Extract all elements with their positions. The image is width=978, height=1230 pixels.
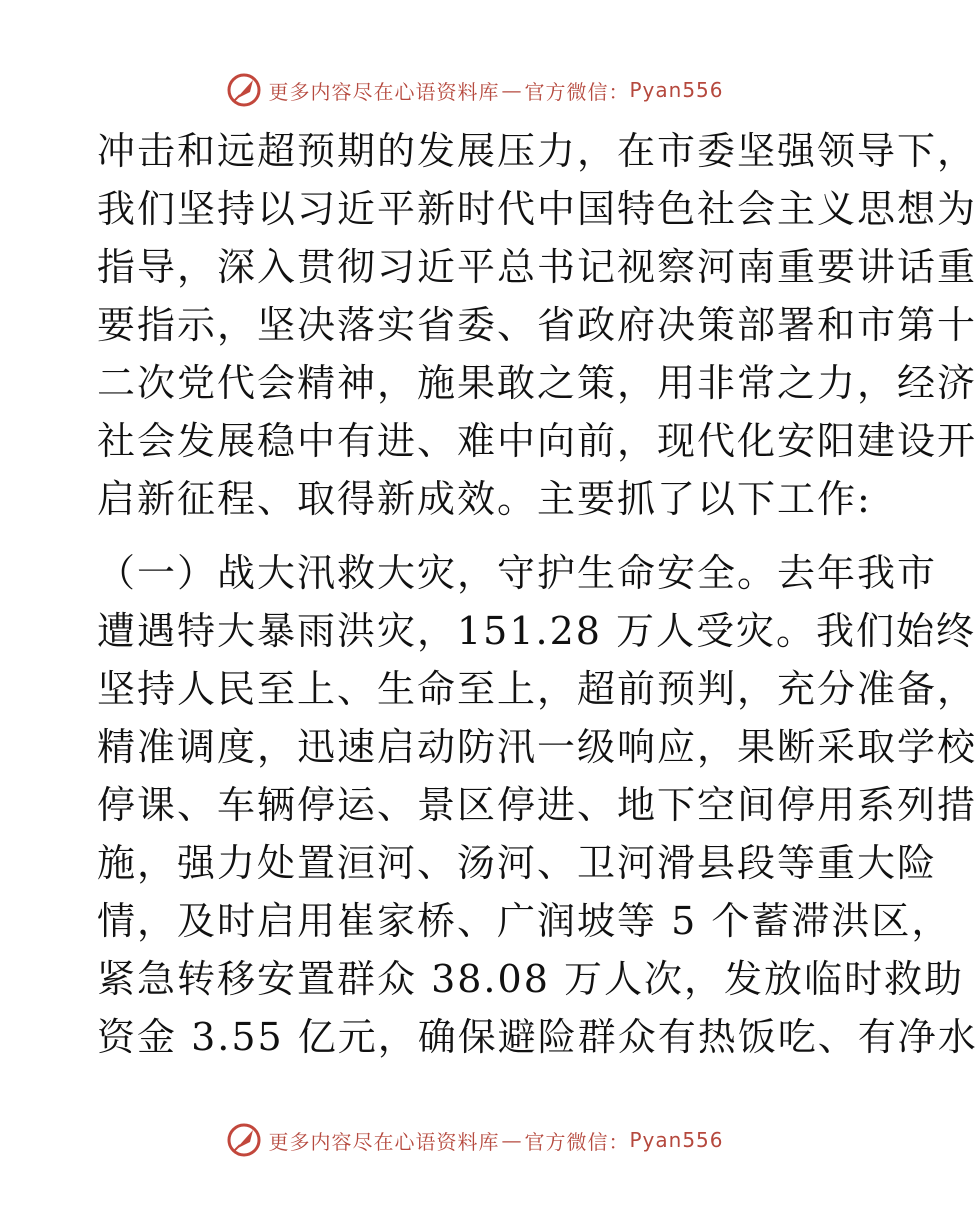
text-line: 精准调度，迅速启动防汛一级响应，果断采取学校 bbox=[97, 725, 978, 769]
footer-watermark bbox=[0, 1120, 950, 1160]
header-watermark-label: 官方微信： bbox=[524, 79, 630, 104]
feather-seal-logo-icon bbox=[226, 72, 262, 108]
text-line: 施，强力处置洹河、汤河、卫河滑县段等重大险 bbox=[97, 841, 938, 885]
document-body bbox=[97, 122, 978, 1066]
text-line: 遭遇特大暴雨洪灾，151.28 万人受灾。我们始终 bbox=[97, 609, 977, 653]
footer-watermark-text: 更多内容尽在心语资料库 bbox=[268, 1129, 500, 1154]
header-watermark-id: Pyan556 bbox=[629, 78, 724, 102]
text-line: 要指示，坚决落实省委、省政府决策部署和市第十 bbox=[97, 303, 978, 347]
text-line: 停课、车辆停运、景区停进、地下空间停用系列措 bbox=[97, 783, 978, 827]
header-watermark-text: 更多内容尽在心语资料库 bbox=[268, 79, 500, 104]
footer-watermark-dash: — bbox=[501, 1128, 523, 1152]
paragraph-2 bbox=[97, 544, 978, 1066]
text-line: 指导，深入贯彻习近平总书记视察河南重要讲话重 bbox=[97, 245, 978, 289]
text-line: 二次党代会精神，施果敢之策，用非常之力，经济 bbox=[97, 361, 978, 405]
header-watermark bbox=[0, 70, 950, 110]
text-line: 启新征程、取得新成效。主要抓了以下工作: bbox=[97, 477, 872, 521]
footer-watermark-id: Pyan556 bbox=[629, 1128, 724, 1152]
header-watermark-dash: — bbox=[501, 78, 523, 102]
paragraph-1 bbox=[97, 122, 978, 528]
text-line: 情，及时启用崔家桥、广润坡等 5 个蓄滞洪区， bbox=[97, 899, 952, 943]
text-line: （一）战大汛救大灾，守护生命安全。去年我市 bbox=[97, 551, 938, 595]
text-line: 我们坚持以习近平新时代中国特色社会主义思想为 bbox=[97, 187, 978, 231]
text-line: 坚持人民至上、生命至上，超前预判，充分准备， bbox=[97, 667, 978, 711]
feather-seal-logo-icon bbox=[226, 1122, 262, 1158]
text-line: 资金 3.55 亿元，确保避险群众有热饭吃、有净水 bbox=[97, 1015, 978, 1059]
text-line: 紧急转移安置群众 38.08 万人次，发放临时救助 bbox=[97, 957, 964, 1001]
text-line: 冲击和远超预期的发展压力，在市委坚强领导下， bbox=[97, 129, 978, 173]
text-line: 社会发展稳中有进、难中向前，现代化安阳建设开 bbox=[97, 419, 978, 463]
footer-watermark-label: 官方微信： bbox=[524, 1129, 630, 1154]
paragraph-gap bbox=[97, 528, 857, 544]
